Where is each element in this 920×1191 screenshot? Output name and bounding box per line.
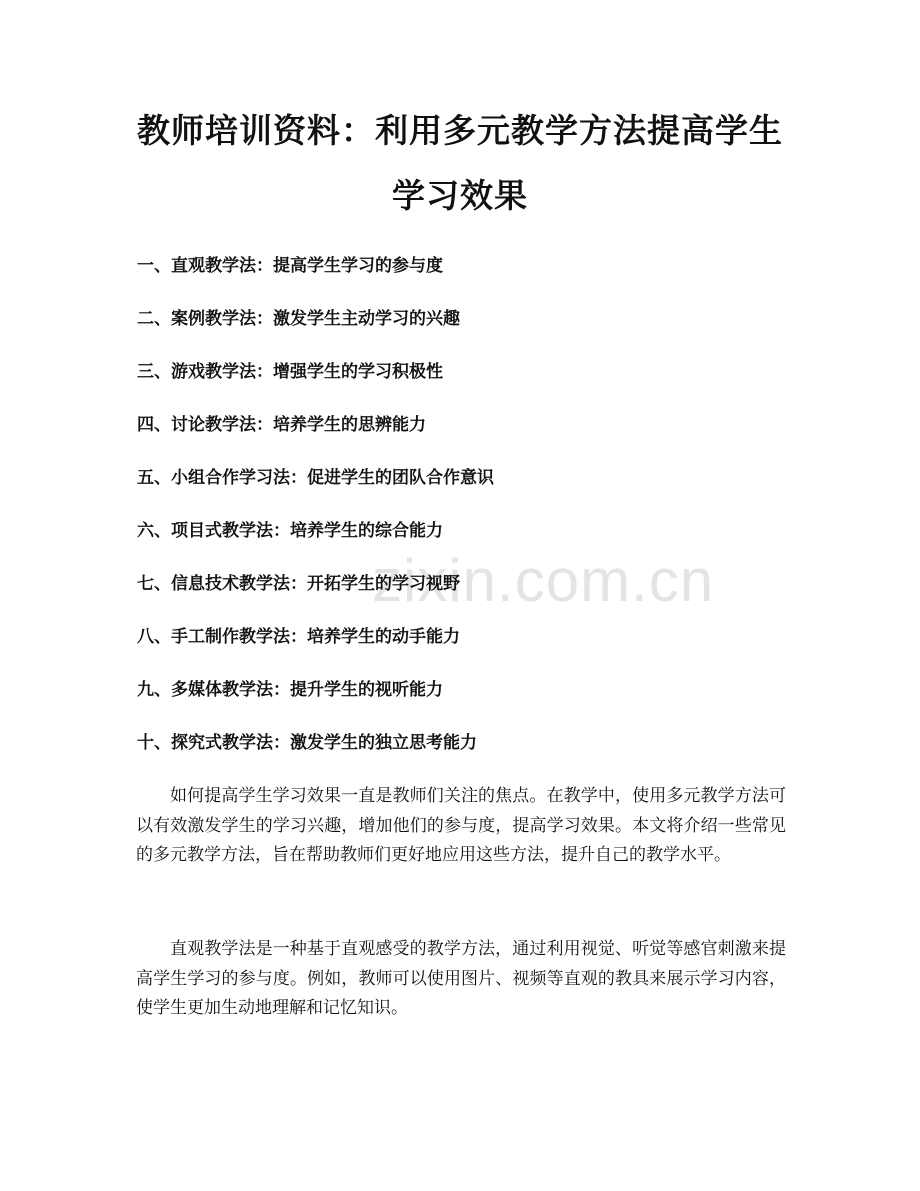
toc-item: 三、游戏教学法：增强学生的学习积极性 [137, 362, 443, 382]
table-of-contents [137, 256, 797, 786]
toc-item: 八、手工制作教学法：培养学生的动手能力 [137, 627, 460, 647]
toc-item: 六、项目式教学法：培养学生的综合能力 [137, 521, 443, 541]
toc-item: 四、讨论教学法：培养学生的思辨能力 [137, 415, 426, 435]
toc-item: 一、直观教学法：提高学生学习的参与度 [137, 256, 443, 276]
toc-item: 五、小组合作学习法：促进学生的团队合作意识 [137, 468, 494, 488]
body-paragraph-intro: 如何提高学生学习效果一直是教师们关注的焦点。在教学中，使用多元教学方法可以有效激发学生的学习兴趣，增加他们的参与度，提高学习效果。本文将介绍一些常见的多元教学方法，旨在帮助教师们更好地应用这些方法，提升自己的教学水平。 [136, 786, 786, 865]
page-title-line-1: 教师培训资料：利用多元教学方法提高学生 [137, 111, 783, 150]
watermark: zixin.com.cn [372, 547, 715, 614]
page-title-line-2: 学习效果 [392, 176, 528, 215]
toc-item: 二、案例教学法：激发学生主动学习的兴趣 [137, 309, 460, 329]
toc-item: 七、信息技术教学法：开拓学生的学习视野 [137, 574, 460, 594]
body-paragraph-intuitive-teaching: 直观教学法是一种基于直观感受的教学方法，通过利用视觉、听觉等感官刺激来提高学生学习的参与度。例如，教师可以使用图片、视频等直观的教具来展示学习内容，使学生更加生动地理解和记忆知识。 [136, 939, 786, 1018]
toc-item: 九、多媒体教学法：提升学生的视听能力 [137, 680, 443, 700]
toc-item: 十、探究式教学法：激发学生的独立思考能力 [137, 733, 477, 753]
